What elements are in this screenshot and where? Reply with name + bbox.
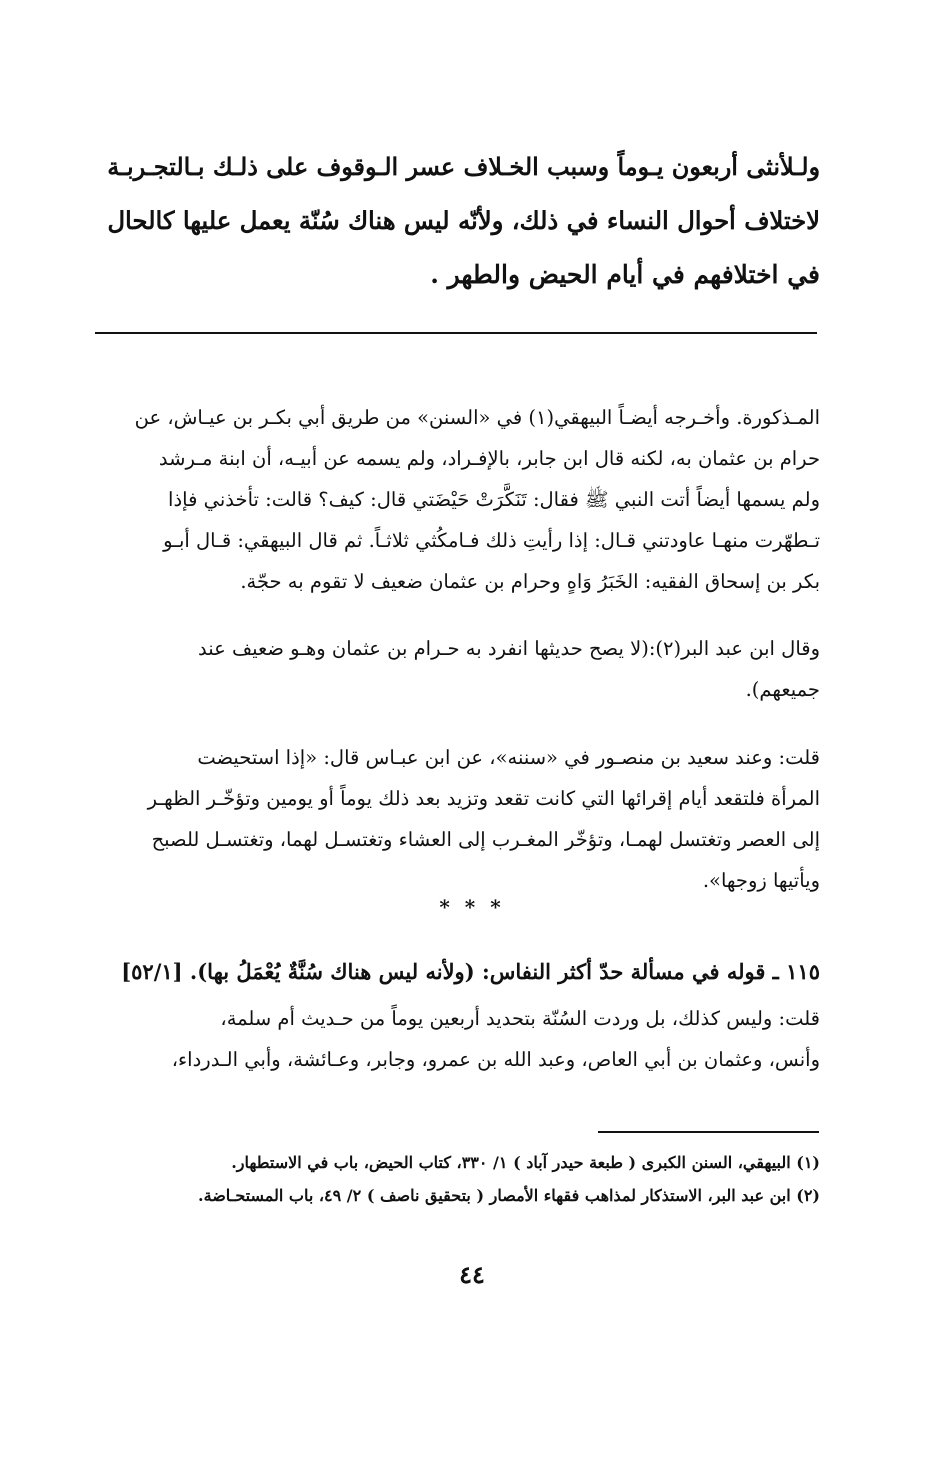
text-line: المرأة فلتقعد أيام إقرائها التي كانت تقعد وتزيد بعد ذلك يوماً أو يومين وتؤخّـر الظهـر <box>147 787 820 810</box>
text-line: إلى العصر وتغتسل لهمـا، وتؤخّر المغـرب إلى العشاء وتغتسـل لهما، وتغتسـل للصبح <box>151 828 820 851</box>
text-line: وقال ابن عبد البر(٢):(لا يصح حديثها انفرد به حـرام بن عثمان وهـو ضعيف عند <box>198 637 820 660</box>
commentary-paragraph <box>92 628 820 710</box>
matn-quote <box>92 140 820 302</box>
text-line: ويأتيها زوجها». <box>702 869 820 892</box>
footnote-divider <box>598 1131 819 1133</box>
text-line: بكر بن إسحاق الفقيه: الخَبَرُ وَاهٍ وحرام بن عثمان ضعيف لا تقوم به حجّة. <box>240 570 820 593</box>
footnote: (٢) ابن عبد البر، الاستذكار لمذاهب فقهاء الأمصار ( بتحقيق ناصف ) ٢/ ٤٩، باب المستحـاضة. <box>198 1186 820 1205</box>
commentary-paragraph <box>92 737 820 901</box>
section-separator-stars: * * * <box>439 895 505 919</box>
text-line: جميعهم). <box>745 678 820 701</box>
matn-line: ولـلأنثى أربعون يـوماً وسبب الخـلاف عسر الـوقوف على ذلـك بـالتجـربـة <box>107 153 820 181</box>
commentary-paragraph <box>92 397 820 602</box>
text-line: تـطهّرت منهـا عاودتني قـال: إذا رأيتِ ذلك فـامكُثي ثلاثـاً. ثم قال البيهقي: قـال أبـو <box>163 529 820 552</box>
footnote: (١) البيهقي، السنن الكبرى ( طبعة حيدر آباد ) ١/ ٣٣٠، كتاب الحيض، باب في الاستطهار. <box>231 1153 820 1172</box>
matn-line: لاختلاف أحوال النساء في ذلك، ولأنّه ليس هناك سُنّة يعمل عليها كالحال <box>107 206 820 235</box>
text-line: وأنس، وعثمان بن أبي العاص، وعبد الله بن عمرو، وجابر، وعـائشة، وأبي الـدرداء، <box>171 1048 820 1071</box>
commentary-paragraph <box>92 998 820 1080</box>
footnotes <box>92 1146 820 1212</box>
text-line: قلت: وليس كذلك، بل وردت السُنّة بتحديد أربعين يوماً من حـديث أم سلمة، <box>220 1007 820 1030</box>
page-number: ٤٤ <box>459 1260 485 1289</box>
heading-text: ١١٥ ـ قوله في مسألة حدّ أكثر النفاس: (ولأنه ليس هناك سُنَّةٌ يُعْمَلُ بها). [٥٢/١] <box>121 959 820 984</box>
section-heading <box>92 952 820 992</box>
text-line: قلت: وعند سعيد بن منصـور في «سننه»، عن ابن عبـاس قال: «إذا استحيضت <box>197 746 820 769</box>
section-divider <box>95 332 817 334</box>
matn-line: في اختلافهم في أيام الحيض والطهر . <box>430 260 820 289</box>
text-line: ولم يسمها أيضاً أتت النبي ﷺ فقال: تَنَكَّرَتْ حَيْضَتي قال: كيف؟ قالت: تأخذني فإذا <box>168 488 820 511</box>
text-line: المـذكورة. وأخـرجه أيضـاً البيهقي(١) في «السنن» من طريق أبي بكـر بن عيـاش، عن <box>134 406 820 429</box>
text-line: حرام بن عثمان به، لكنه قال ابن جابر، بالإفـراد، ولم يسمه عن أبيـه، أن ابنة مـرشد <box>158 447 820 470</box>
